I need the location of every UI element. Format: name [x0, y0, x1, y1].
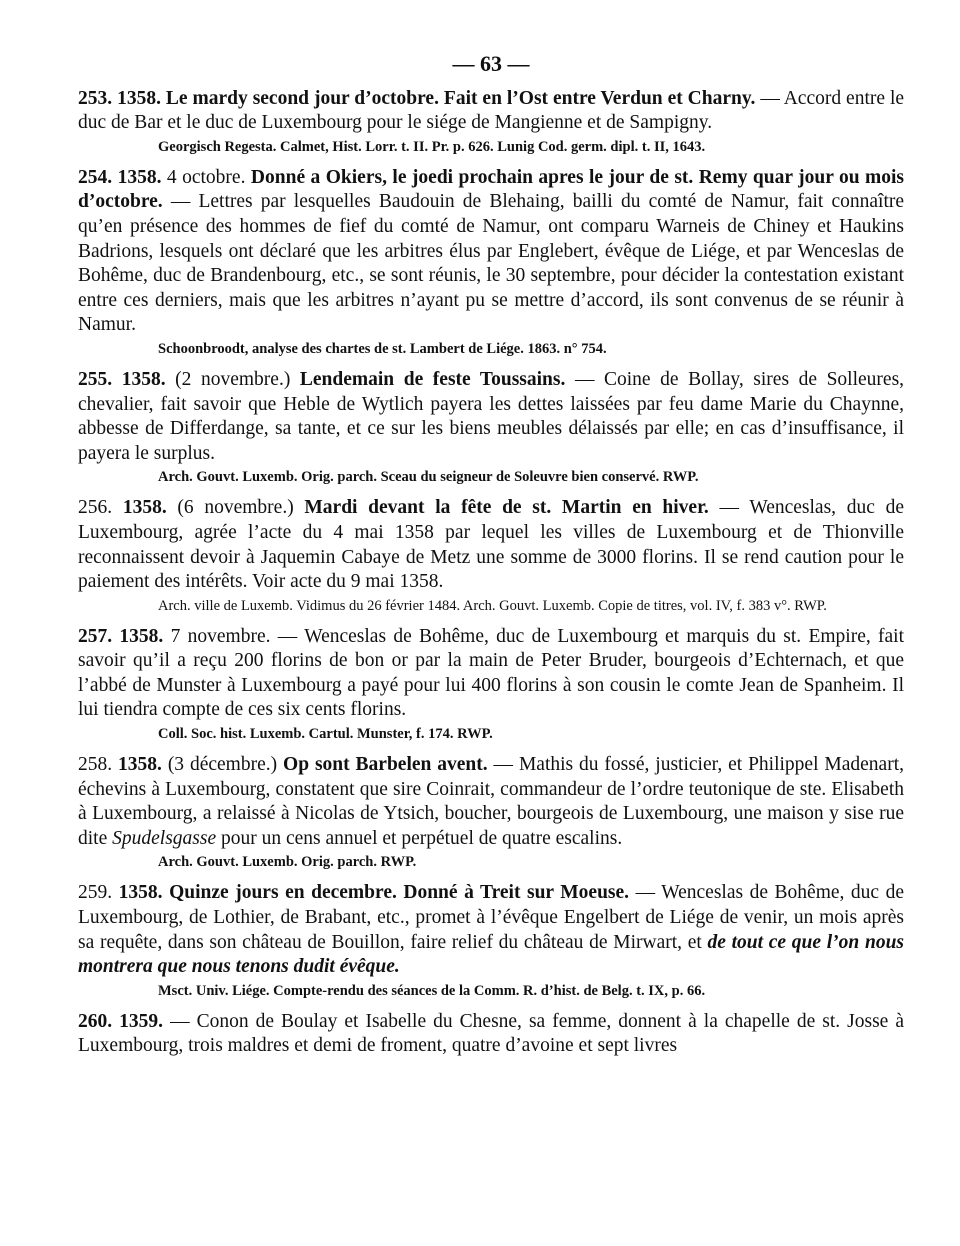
entry-source: Arch. Gouvt. Luxemb. Orig. parch. Sceau du seigneur de Soleuvre bien conservé. RWP. [158, 469, 699, 486]
entry-date-prefix: (3 décembre.) [167, 754, 278, 776]
entry-255 [78, 368, 904, 487]
entry-year: 1359. [119, 1010, 164, 1032]
entry-source: Msct. Univ. Liége. Compte-rendu des séances de la Comm. R. d’hist. de Belg. t. IX, p. 66. [158, 982, 706, 999]
page-number: — 63 — [452, 51, 530, 76]
entry-number: 258. [78, 754, 113, 776]
entry-text: — Wenceslas de Bohême, duc de Luxembourg, de Lothier, de Brabant, etc., promet à l’évêque Engelbert de Liége de venir, un mois après sa requête, dans son château de Bouillon, faire relief du château de Mirwart, et [78, 882, 905, 953]
document-page [78, 52, 904, 1068]
entry-text: — Accord entre le duc de Bar et le duc de Luxembourg pour le siége de Mangienne et de Sampigny. [78, 87, 905, 134]
entry-year: 1358. [121, 368, 166, 390]
entry-259 [78, 881, 904, 1000]
entry-year: 1358. [117, 87, 161, 109]
entry-number: 259. [78, 882, 113, 904]
entry-body [78, 753, 904, 851]
entry-text: — Lettres par lesquelles Baudouin de Blehaing, bailli du comté de Namur, fait connaître qu’en présence des hommes de fief du comté de Namur, ont comparu Warneis de Chiney et Haukins Badrions, lesquels ont déclaré que les arbitres élus par Englebert, évêque de Liége, et par Wenceslas de Bohême, duc de Brandenbourg, etc., se sont réunis, le 30 septembre, pour décider la contestation existant entre ces derniers, mais que les arbitres n’ayant pu se mettre d’accord, ils sont convenus de se réunir à Namur. [78, 191, 905, 336]
entry-year: 1358. [117, 166, 162, 188]
entry-date-phrase: Donné a Okiers, le joedi prochain apres le jour de st. Remy quar jour ou mois d’octobre. [78, 166, 904, 213]
entry-number: 255. [78, 368, 113, 390]
entry-number: 253. [78, 87, 113, 109]
entry-body [78, 496, 904, 594]
entry-date-phrase: Quinze jours en decembre. Donné à Treit sur Moeuse. [169, 882, 630, 904]
entry-text: — Wenceslas de Bohême, duc de Luxembourg et marquis du st. Empire, fait savoir qu’il a reçu 200 florins de bon or par la main de Peter Bruder, bourgeois d’Echternach, et que l’abbé de Munster à Luxembourg a payé pour lui 400 florins à son cousin le comte Jean de Spanheim. Il lui tiendra compte de ces six cents florins. [78, 625, 904, 721]
entry-text: — Conon de Boulay et Isabelle du Chesne, sa femme, donnent à la chapelle de st. Josse à Luxembourg, trois maldres et demi de froment, quatre d’avoine et sept livres [78, 1010, 905, 1057]
entry-year: 1358. [118, 882, 163, 904]
entry-date-prefix: (6 novembre.) [177, 497, 294, 519]
entry-260 [78, 1010, 904, 1059]
entry-date-prefix: 7 novembre. [170, 625, 271, 647]
entry-date-phrase: Op sont Barbelen avent. [283, 754, 488, 776]
entry-source: Arch. Gouvt. Luxemb. Orig. parch. RWP. [158, 854, 417, 871]
entry-date-phrase: Le mardy second jour d’octobre. Fait en l’Ost entre Verdun et Charny. [165, 87, 756, 109]
entry-number: 257. [78, 625, 113, 647]
entry-body [78, 87, 904, 136]
entry-body [78, 166, 904, 338]
entry-text: — Mathis du fossé, justicier, et Philippel Madenart, échevins à Luxembourg, constatent que sire Coinrait, commandeur de l’ordre teutonique de ste. Elisabeth à Luxembourg, a relaissé à Nicolas de Ytsich, boucher, bourgeois de Luxembourg, une maison y sise rue dite [78, 754, 904, 849]
entry-256 [78, 496, 904, 615]
entry-italic-quote: de tout ce que l’on nous montrera que nous tenons dudit évêque. [78, 931, 905, 978]
entry-number: 260. [78, 1010, 113, 1032]
entry-text: — Wenceslas, duc de Luxembourg, agrée l’acte du 4 mai 1358 par lequel les villes de Luxembourg et de Thionville reconnaissent devoir à Jaquemin Cabaye de Metz une somme de 3000 florins. Il se rend caution pour le paiement des intérêts. Voir acte du 9 mai 1358. [78, 497, 905, 593]
entry-year: 1358. [118, 754, 162, 776]
entry-date-prefix: (2 novembre.) [175, 368, 291, 390]
entry-253 [78, 87, 904, 157]
entry-body [78, 881, 904, 979]
entry-257 [78, 625, 904, 744]
entry-date-prefix: 4 octobre. [166, 166, 246, 188]
entry-source: Schoonbroodt, analyse des chartes de st. Lambert de Liége. 1863. n° 754. [158, 340, 607, 357]
entry-254 [78, 166, 904, 359]
entry-date-phrase: Lendemain de feste Toussains. [299, 368, 566, 390]
entry-number: 254. [78, 166, 113, 188]
entry-source: Georgisch Regesta. Calmet, Hist. Lorr. t. II. Pr. p. 626. Lunig Cod. germ. dipl. t. II, 1643. [158, 138, 706, 155]
entry-year: 1358. [122, 497, 167, 519]
entry-year: 1358. [119, 625, 164, 647]
entry-258 [78, 753, 904, 872]
entry-date-phrase: Mardi devant la fête de st. Martin en hiver. [304, 497, 709, 519]
entry-source: Arch. ville de Luxemb. Vidimus du 26 février 1484. Arch. Gouvt. Luxemb. Copie de titres, vol. IV, f. 383 v°. RWP. [158, 597, 827, 614]
entry-text: — Coine de Bollay, sires de Solleures, chevalier, fait savoir que Heble de Wytlich payera les dettes laissées par feu dame Marie du Chaynne, abbesse de Differdange, sa tante, et ce sur les biens meubles délaissés par elle; en cas d’insuffisance, il payera le surplus. [78, 368, 905, 464]
entry-body [78, 1010, 904, 1059]
entry-text-end: pour un cens annuel et perpétuel de quatre escalins. [221, 827, 623, 849]
entry-body [78, 625, 904, 723]
entry-body [78, 368, 904, 466]
entry-number: 256. [78, 497, 113, 519]
entry-source: Coll. Soc. hist. Luxemb. Cartul. Munster, f. 174. RWP. [158, 726, 493, 743]
entry-italic-street: Spudelsgasse [112, 827, 217, 849]
